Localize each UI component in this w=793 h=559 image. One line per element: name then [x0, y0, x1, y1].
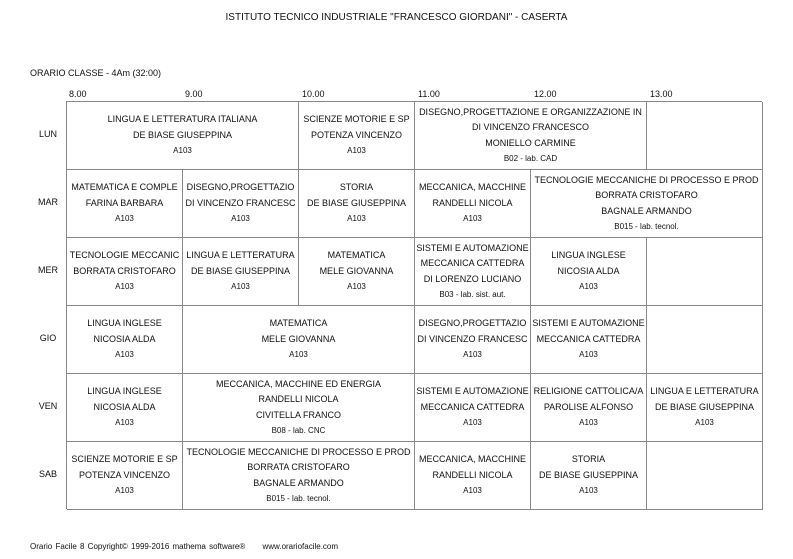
lesson-cell: [67, 442, 183, 510]
lesson-subject: LINGUA E LETTERATURA: [186, 250, 295, 261]
lesson-teacher: RANDELLI NICOLA: [432, 197, 513, 208]
hour-label: 11.00: [418, 89, 440, 99]
lesson-room: A103: [115, 418, 134, 428]
lesson-teacher: NICOSIA ALDA: [93, 401, 156, 412]
lesson-subject: TECNOLOGIE MECCANICHE DI PROCESSO E PROD: [186, 446, 411, 457]
footer: [30, 542, 338, 551]
class-label: ORARIO CLASSE - 4Am (32:00): [30, 68, 162, 78]
lesson-cell: [183, 238, 299, 306]
lesson-teacher: POTENZA VINCENZO: [310, 129, 402, 140]
lesson-room: A103: [231, 282, 250, 292]
lesson-subject: LINGUA INGLESE: [551, 250, 626, 261]
timetable-grid: [66, 101, 762, 509]
hour-label: 9.00: [185, 89, 203, 99]
lesson-subject: STORIA: [571, 454, 606, 465]
lesson-room: B015 - lab. tecnol.: [266, 494, 331, 503]
lesson-teacher: MECCANICA CATTEDRA: [536, 333, 641, 344]
lesson-teacher: RANDELLI NICOLA: [432, 469, 513, 480]
lesson-subject: TECNOLOGIE MECCANIC: [69, 250, 180, 261]
copyright-text: Orario Facile 8 Copyright© 1999-2016 mathema software®: [30, 542, 246, 551]
lesson-teacher: BAGNALE ARMANDO: [253, 477, 344, 488]
day-label-sab: SAB: [38, 469, 57, 479]
lesson-subject: LINGUA E LETTERATURA ITALIANA: [107, 114, 258, 125]
lesson-subject: DISEGNO,PROGETTAZIONE E ORGANIZZAZIONE IN: [419, 106, 642, 117]
lesson-teacher: BAGNALE ARMANDO: [601, 205, 692, 216]
lesson-cell: [531, 442, 647, 510]
website-link[interactable]: www.orariofacile.com: [262, 542, 339, 551]
lesson-cell: [415, 442, 531, 510]
lesson-room: A103: [579, 350, 598, 360]
lesson-room: A103: [289, 350, 308, 360]
lesson-teacher: DI VINCENZO FRANCESCO: [471, 122, 589, 132]
lesson-subject: TECNOLOGIE MECCANICHE DI PROCESSO E PROD: [534, 174, 759, 185]
lesson-room: A103: [347, 282, 366, 292]
lesson-teacher: RANDELLI NICOLA: [258, 394, 339, 404]
lesson-teacher: DI VINCENZO FRANCESC: [185, 197, 296, 208]
empty-cell: [647, 238, 763, 306]
lesson-subject: MECCANICA, MACCHINE ED ENERGIA: [215, 378, 382, 389]
lesson-cell: [299, 238, 415, 306]
lesson-subject: SISTEMI E AUTOMAZIONE: [416, 386, 529, 397]
lesson-subject: MATEMATICA E COMPLE: [71, 182, 178, 193]
lesson-cell: [415, 170, 531, 238]
lesson-room: B08 - lab. CNC: [271, 426, 326, 435]
hour-header: [0, 89, 793, 101]
lesson-teacher: DE BIASE GIUSEPPINA: [538, 469, 639, 480]
page-title: ISTITUTO TECNICO INDUSTRIALE "FRANCESCO GIORDANI" - CASERTA: [225, 12, 568, 23]
lesson-room: B015 - lab. tecnol.: [614, 222, 679, 231]
lesson-cell: [531, 238, 647, 306]
lesson-teacher: MONIELLO CARMINE: [485, 137, 576, 148]
lesson-subject: LINGUA INGLESE: [87, 386, 162, 397]
lesson-subject: MECCANICA, MACCHINE: [418, 454, 526, 465]
lesson-teacher: NICOSIA ALDA: [93, 333, 156, 344]
lesson-room: A103: [347, 214, 366, 224]
day-label-mer: MER: [38, 265, 58, 275]
lesson-cell: [531, 170, 763, 238]
lesson-cell: [531, 306, 647, 374]
lesson-cell: [415, 102, 647, 170]
lesson-subject: DISEGNO,PROGETTAZIO: [418, 318, 527, 329]
lesson-cell: [647, 374, 763, 442]
lesson-cell: [67, 374, 183, 442]
lesson-subject: LINGUA INGLESE: [87, 318, 162, 329]
lesson-teacher: MELE GIOVANNA: [319, 265, 394, 276]
lesson-room: A103: [115, 282, 134, 292]
hour-label: 10.00: [302, 89, 325, 99]
hour-label: 8.00: [69, 89, 87, 99]
lesson-teacher: PAROLISE ALFONSO: [543, 401, 634, 412]
lesson-cell: [183, 374, 415, 442]
day-label-mar: MAR: [38, 197, 58, 207]
lesson-room: A103: [463, 418, 482, 428]
lesson-cell: [183, 306, 415, 374]
lesson-cell: [415, 238, 531, 306]
lesson-cell: [415, 306, 531, 374]
lesson-teacher: DI LORENZO LUCIANO: [423, 273, 522, 284]
lesson-subject: SCIENZE MOTORIE E SP: [71, 454, 178, 465]
lesson-room: A103: [115, 350, 134, 360]
lesson-teacher: MECCANICA CATTEDRA: [420, 401, 525, 412]
lesson-subject: MATEMATICA: [269, 318, 328, 329]
lesson-subject: STORIA: [339, 182, 374, 193]
lesson-cell: [531, 374, 647, 442]
lesson-teacher: MELE GIOVANNA: [261, 333, 336, 344]
hour-label: 13.00: [650, 89, 673, 99]
lesson-room: B03 - lab. sist. aut.: [439, 290, 506, 299]
lesson-room: A103: [579, 486, 598, 496]
lesson-subject: MECCANICA, MACCHINE: [418, 182, 526, 193]
lesson-teacher: FARINA BARBARA: [85, 197, 164, 208]
lesson-subject: SISTEMI E AUTOMAZIONE: [532, 318, 645, 329]
lesson-room: A103: [579, 418, 598, 428]
hour-label: 12.00: [534, 89, 557, 99]
lesson-cell: [183, 170, 299, 238]
lesson-room: A103: [463, 486, 482, 496]
day-label-lun: LUN: [38, 129, 57, 139]
empty-cell: [647, 306, 763, 374]
lesson-room: A103: [115, 214, 134, 224]
lesson-teacher: BORRATA CRISTOFARO: [247, 462, 350, 472]
lesson-cell: [415, 374, 531, 442]
lesson-cell: [299, 170, 415, 238]
lesson-room: A103: [173, 146, 192, 156]
lesson-room: A103: [579, 282, 598, 292]
lesson-subject: MATEMATICA: [327, 250, 386, 261]
lesson-cell: [299, 102, 415, 170]
lesson-subject: SCIENZE MOTORIE E SP: [303, 114, 410, 125]
empty-cell: [647, 102, 763, 170]
lesson-subject: LINGUA E LETTERATURA: [650, 386, 759, 397]
lesson-room: A103: [115, 486, 134, 496]
lesson-room: A103: [463, 350, 482, 360]
lesson-teacher: DE BIASE GIUSEPPINA: [654, 401, 755, 412]
lesson-teacher: POTENZA VINCENZO: [78, 469, 170, 480]
lesson-subject: DISEGNO,PROGETTAZIO: [186, 182, 295, 193]
lesson-teacher: CIVITELLA FRANCO: [255, 409, 342, 420]
lesson-cell: [67, 238, 183, 306]
lesson-room: A103: [347, 146, 366, 156]
lesson-teacher: DE BIASE GIUSEPPINA: [306, 197, 407, 208]
lesson-cell: [67, 102, 299, 170]
lesson-room: A103: [231, 214, 250, 224]
day-label-ven: VEN: [38, 401, 58, 411]
lesson-subject: SISTEMI E AUTOMAZIONE: [416, 242, 529, 253]
lesson-teacher: NICOSIA ALDA: [557, 265, 620, 276]
lesson-room: A103: [463, 214, 482, 224]
lesson-teacher: DE BIASE GIUSEPPINA: [132, 129, 233, 140]
lesson-cell: [67, 170, 183, 238]
lesson-teacher: BORRATA CRISTOFARO: [73, 265, 176, 276]
lesson-teacher: BORRATA CRISTOFARO: [595, 190, 698, 200]
empty-cell: [647, 442, 763, 510]
day-label-gio: GIO: [39, 333, 57, 343]
lesson-subject: MECCANICA CATTEDRA: [420, 258, 525, 268]
lesson-cell: [183, 442, 415, 510]
lesson-room: A103: [695, 418, 714, 428]
lesson-cell: [67, 306, 183, 374]
lesson-teacher: DI VINCENZO FRANCESC: [417, 333, 528, 344]
lesson-room: B02 - lab. CAD: [503, 154, 558, 163]
lesson-subject: RELIGIONE CATTOLICA/A: [533, 386, 644, 397]
lesson-teacher: DE BIASE GIUSEPPINA: [190, 265, 291, 276]
